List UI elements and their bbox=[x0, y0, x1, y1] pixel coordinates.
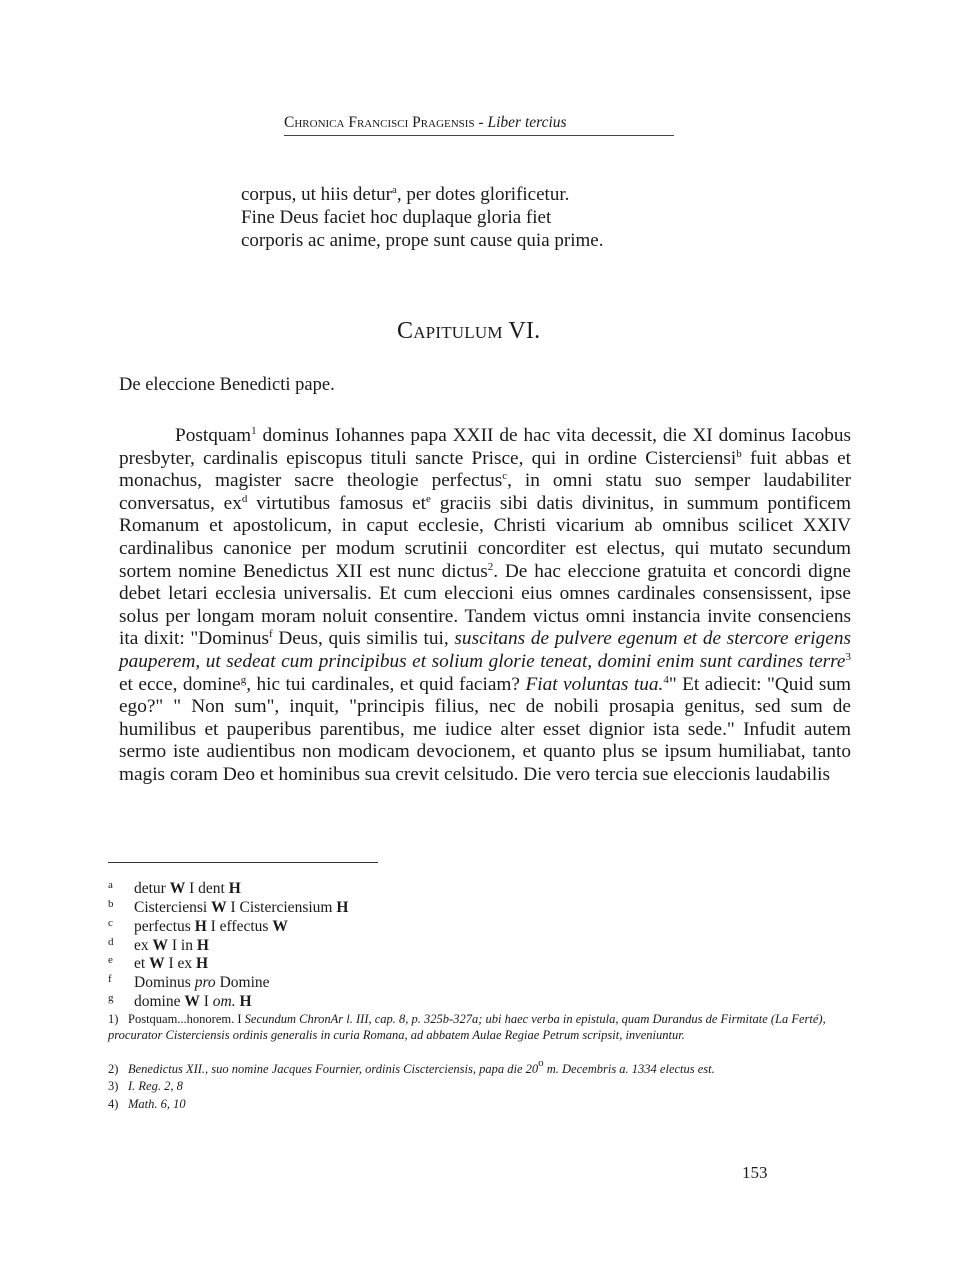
page-number: 153 bbox=[742, 1163, 768, 1182]
chapter-title: Capitulum VI. bbox=[397, 318, 541, 344]
running-head-separator: - bbox=[474, 114, 488, 131]
header-rule bbox=[284, 135, 674, 136]
running-head-book: Liber tercius bbox=[487, 114, 567, 131]
footnote-mark: e bbox=[108, 954, 113, 966]
source-italic: m. Decembris a. 1334 electus est. bbox=[543, 1062, 715, 1076]
footnote-mark: a bbox=[108, 879, 113, 891]
footnote-text: I in bbox=[168, 937, 197, 954]
siglum: H bbox=[196, 937, 209, 954]
source-italic: Benedictus XII., suo nomine Jacques Fournier, ordinis Ciscterciensis, papa die 20 bbox=[128, 1062, 539, 1076]
footnote-text: et bbox=[134, 955, 150, 972]
siglum: W bbox=[272, 918, 288, 935]
body-text: et ecce, domine bbox=[119, 673, 241, 695]
siglum: W bbox=[152, 937, 169, 954]
chapter-rubric: De eleccione Benedicti pape. bbox=[119, 375, 335, 395]
source-note-4 bbox=[108, 1096, 853, 1112]
footnote-text: Domine bbox=[215, 974, 270, 991]
footnote-rule bbox=[108, 862, 378, 863]
source-text: Postquam...honorem. I bbox=[128, 1012, 245, 1026]
siglum: W bbox=[184, 993, 200, 1010]
source-italic: Math. 6, 10 bbox=[128, 1097, 186, 1111]
source-number: 1) bbox=[108, 1012, 119, 1026]
footnote-mark: b bbox=[108, 898, 114, 910]
note-mark: 1 bbox=[251, 425, 257, 437]
footnote-g bbox=[108, 989, 252, 1011]
footnote-mark: f bbox=[108, 973, 112, 985]
note-mark: 3 bbox=[845, 650, 851, 663]
source-italic: I. Reg. 2, 8 bbox=[128, 1079, 183, 1093]
footnote-italic: om. bbox=[212, 993, 236, 1010]
verse-text: corpus, ut hiis detur bbox=[241, 184, 392, 205]
source-number: 3) bbox=[108, 1079, 119, 1093]
body-paragraph bbox=[119, 425, 851, 787]
footnote-text: I Cisterciensium bbox=[226, 899, 337, 916]
body-text: dominus Iohannes papa XXII de hac vita decessit, die XI dominus Iacobus presbyter, cardinalis episcopus tituli sancte Prisce, qui in ordine Cisterciensi bbox=[119, 425, 851, 469]
body-text: . De hac eleccione gratuita et concordi digne debet letari ecclesia universalis. Et cum eleccioni eius omnes cardinales consensissent, ipse solus per longam moram noluit consentire. Tandem victus omni instancia invite consenciens ita dixit: "Dominus bbox=[119, 560, 851, 650]
source-superscript: o bbox=[538, 1057, 544, 1069]
body-quotation: suscitans de pulvere egenum et de stercore erigens pauperem, ut sedeat cum principibus et solium glorie teneat, domini enim sunt cardines terre bbox=[119, 628, 851, 672]
body-text: , in omni statu suo semper laudabiliter conversatus, ex bbox=[119, 470, 851, 514]
siglum: W bbox=[169, 880, 186, 897]
source-note-3 bbox=[108, 1078, 853, 1094]
footnote-mark: d bbox=[108, 936, 114, 948]
source-number: 4) bbox=[108, 1097, 119, 1111]
footnote-text: I ex bbox=[164, 955, 196, 972]
siglum: W bbox=[149, 955, 165, 972]
note-mark: a bbox=[391, 184, 397, 196]
note-mark: g bbox=[240, 673, 247, 686]
footnote-text: I bbox=[199, 993, 213, 1010]
footnote-text: ex bbox=[134, 937, 153, 954]
running-head bbox=[284, 114, 674, 132]
siglum: H bbox=[235, 993, 252, 1010]
note-mark: b bbox=[736, 447, 742, 460]
verse-line-2: Fine Deus faciet hoc duplaque gloria fiet bbox=[241, 207, 552, 228]
footnote-mark: c bbox=[108, 917, 113, 929]
body-quotation: Fiat voluntas tua. bbox=[525, 673, 664, 695]
body-text: , hic tui cardinales, et quid faciam? bbox=[246, 673, 526, 695]
footnote-text: I effectus bbox=[206, 918, 273, 935]
body-text: Postquam bbox=[175, 425, 252, 446]
footnote-text: I dent bbox=[185, 880, 229, 897]
source-number: 2) bbox=[108, 1062, 119, 1076]
body-text: virtutibus famosus et bbox=[247, 492, 426, 514]
footnote-mark: g bbox=[108, 992, 114, 1004]
verse-line-1 bbox=[241, 184, 569, 206]
note-mark: 2 bbox=[487, 560, 494, 573]
verse-text: , per dotes glorificetur. bbox=[396, 184, 570, 205]
footnote-text: domine bbox=[134, 993, 185, 1010]
running-head-title: Chronica Francisci Pragensis bbox=[284, 114, 475, 131]
siglum: H bbox=[228, 880, 241, 897]
footnote-text: Dominus bbox=[134, 974, 195, 991]
body-text: fuit abbas et monachus, magister sacre theologie perfectus bbox=[119, 447, 851, 492]
note-mark: c bbox=[502, 470, 508, 483]
note-mark: 4 bbox=[663, 673, 669, 686]
body-text: graciis sibi datis divinitus, in summum pontificem Romanum et apostolicum, in caput ecclesie, Christi vicarium ab omnibus scilicet XXIV cardinalibus canonice per modum scrutinii concorditer est electus, qui mutato secundum sortem nomine Benedictus XII est nunc dictus bbox=[119, 492, 851, 582]
footnote-text: Cisterciensi bbox=[134, 899, 212, 916]
note-mark: f bbox=[268, 628, 273, 641]
footnote-text: perfectus bbox=[134, 918, 195, 935]
footnote-italic: pro bbox=[194, 974, 216, 991]
source-note-2 bbox=[108, 1057, 853, 1077]
siglum: H bbox=[336, 899, 349, 916]
footnote-text: detur bbox=[134, 880, 170, 897]
body-text: " Et adiecit: "Quid sum ego?" " Non sum", inquit, "principis filius, nec de nobili prosapia genitus, sed sum de humilibus et pauperibus parentibus, me iudice alter esset dignior ista sede." Infudit autem sermo iste audientibus non modicam devocionem, et quanto plus se ipsum humiliabat, tanto magis coram Deo et hominibus sua crevit celsitudo. Die vero tercia sue eleccionis laudabilis bbox=[119, 673, 852, 785]
source-note-1 bbox=[108, 1011, 853, 1043]
siglum: H bbox=[195, 955, 209, 972]
note-mark: e bbox=[425, 492, 431, 505]
body-text: Deus, quis similis tui, bbox=[272, 628, 455, 650]
note-mark: d bbox=[241, 492, 248, 505]
source-italic: Secundum ChronAr l. III, cap. 8, p. 325b-327a; ubi haec verba in epistula, quam Durandus de Firmitate (La Ferté), procurator Cisterciensis ordinis generalis in curia Romana, ad abbatem Aulae Regiae Petrum scripsit, inveniuntur. bbox=[108, 1012, 826, 1042]
verse-line-3: corporis ac anime, prope sunt cause quia prime. bbox=[241, 230, 604, 251]
siglum: H bbox=[194, 918, 207, 935]
siglum: W bbox=[211, 899, 227, 916]
